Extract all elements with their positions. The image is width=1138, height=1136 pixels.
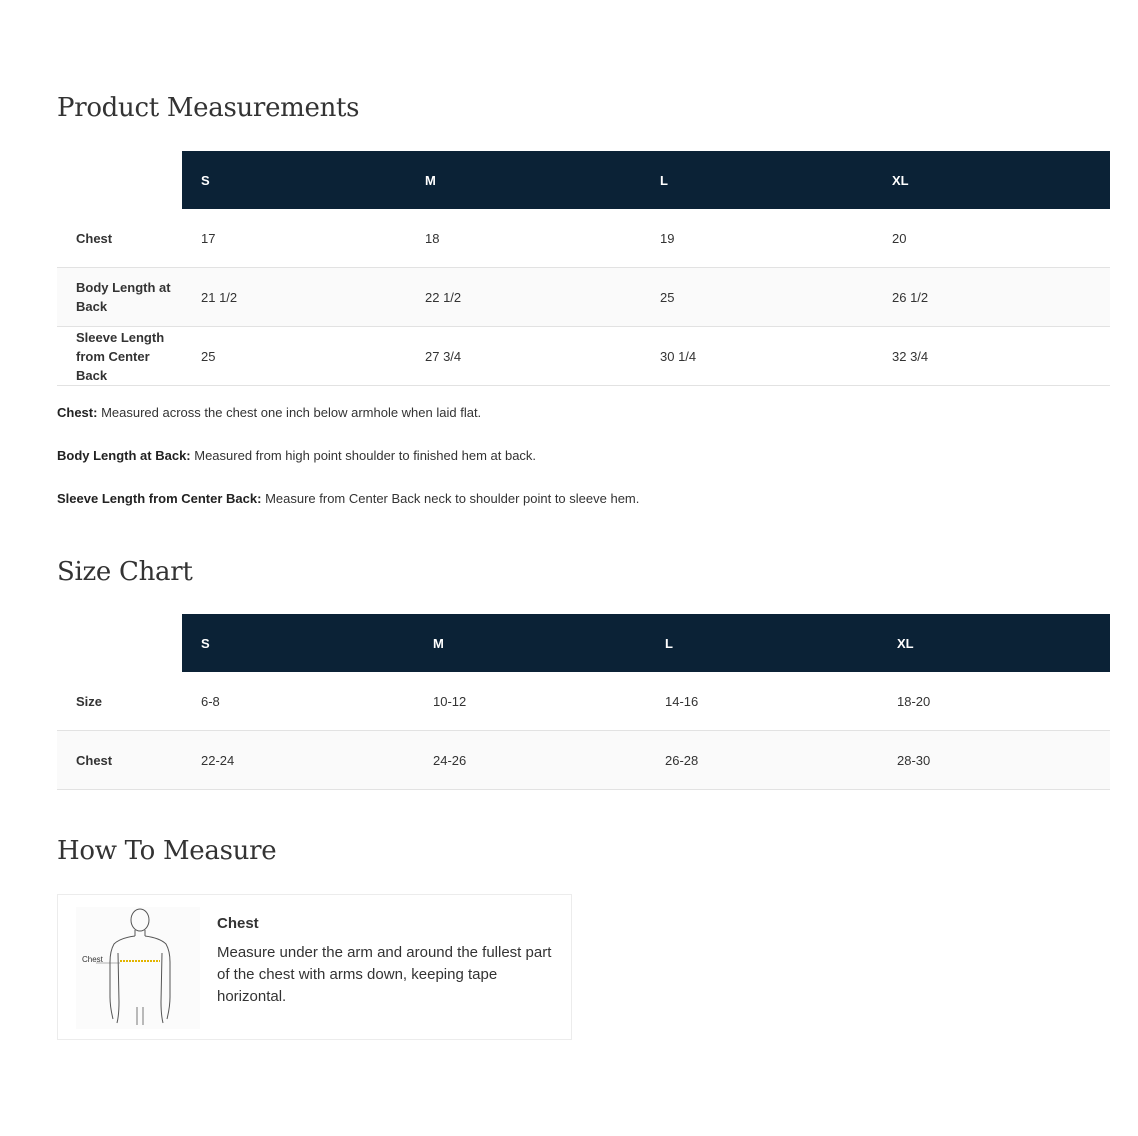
table-row	[57, 731, 1110, 790]
header-corner	[57, 614, 182, 672]
table-cell: 17	[182, 209, 406, 268]
table-cell: 19	[641, 209, 873, 268]
table-cell: 26-28	[646, 731, 878, 790]
chest-measure-illustration	[76, 907, 200, 1029]
size-chart-table	[57, 614, 1110, 790]
column-header-xl: XL	[873, 151, 1110, 209]
table-row	[57, 327, 1110, 386]
table-header-row	[57, 151, 1110, 209]
how-to-measure-title: How To Measure	[57, 836, 277, 866]
table-header-row	[57, 614, 1110, 672]
row-label-sleeve-length: Sleeve Length from Center Back	[57, 327, 182, 386]
measure-text	[217, 915, 557, 1008]
note-chest	[57, 404, 639, 422]
note-term: Chest:	[57, 405, 98, 420]
note-text: Measured across the chest one inch below armhole when laid flat.	[97, 405, 482, 420]
size-chart-title: Size Chart	[57, 557, 193, 587]
table-cell: 26 1/2	[873, 268, 1110, 327]
header-corner	[57, 151, 182, 209]
table-row	[57, 268, 1110, 327]
column-header-m: M	[406, 151, 641, 209]
table-cell: 18-20	[878, 672, 1110, 731]
note-sleeve-length	[57, 490, 639, 508]
table-cell: 14-16	[646, 672, 878, 731]
note-text: Measured from high point shoulder to finished hem at back.	[190, 448, 537, 463]
column-header-m: M	[414, 614, 646, 672]
column-header-s: S	[182, 614, 414, 672]
table-cell: 25	[182, 327, 406, 386]
row-label-size: Size	[57, 672, 182, 731]
table-cell: 27 3/4	[406, 327, 641, 386]
body-outline-icon	[76, 907, 200, 1029]
note-text: Measure from Center Back neck to shoulder point to sleeve hem.	[261, 491, 640, 506]
figure-label-chest: Chest	[82, 955, 103, 964]
column-header-xl: XL	[878, 614, 1110, 672]
table-cell: 24-26	[414, 731, 646, 790]
measure-heading: Chest	[217, 915, 259, 932]
note-body-length	[57, 447, 639, 465]
table-row	[57, 672, 1110, 731]
note-term: Sleeve Length from Center Back:	[57, 491, 262, 506]
row-label-chest: Chest	[57, 731, 182, 790]
table-cell: 28-30	[878, 731, 1110, 790]
table-cell: 18	[406, 209, 641, 268]
measurement-notes	[57, 404, 639, 533]
table-cell: 30 1/4	[641, 327, 873, 386]
row-label-chest: Chest	[57, 209, 182, 268]
table-cell: 22-24	[182, 731, 414, 790]
product-measurements-title: Product Measurements	[57, 93, 360, 123]
table-cell: 21 1/2	[182, 268, 406, 327]
table-cell: 20	[873, 209, 1110, 268]
column-header-s: S	[182, 151, 406, 209]
table-cell: 22 1/2	[406, 268, 641, 327]
table-cell: 6-8	[182, 672, 414, 731]
table-row	[57, 209, 1110, 268]
measure-card-chest	[57, 894, 572, 1040]
column-header-l: L	[641, 151, 873, 209]
table-cell: 25	[641, 268, 873, 327]
table-cell: 10-12	[414, 672, 646, 731]
note-term: Body Length at Back:	[57, 448, 191, 463]
measure-description: Measure under the arm and around the fullest part of the chest with arms down, keeping tape horizontal.	[217, 944, 552, 1005]
column-header-l: L	[646, 614, 878, 672]
row-label-body-length: Body Length at Back	[57, 268, 182, 327]
product-measurements-table	[57, 151, 1110, 386]
table-cell: 32 3/4	[873, 327, 1110, 386]
